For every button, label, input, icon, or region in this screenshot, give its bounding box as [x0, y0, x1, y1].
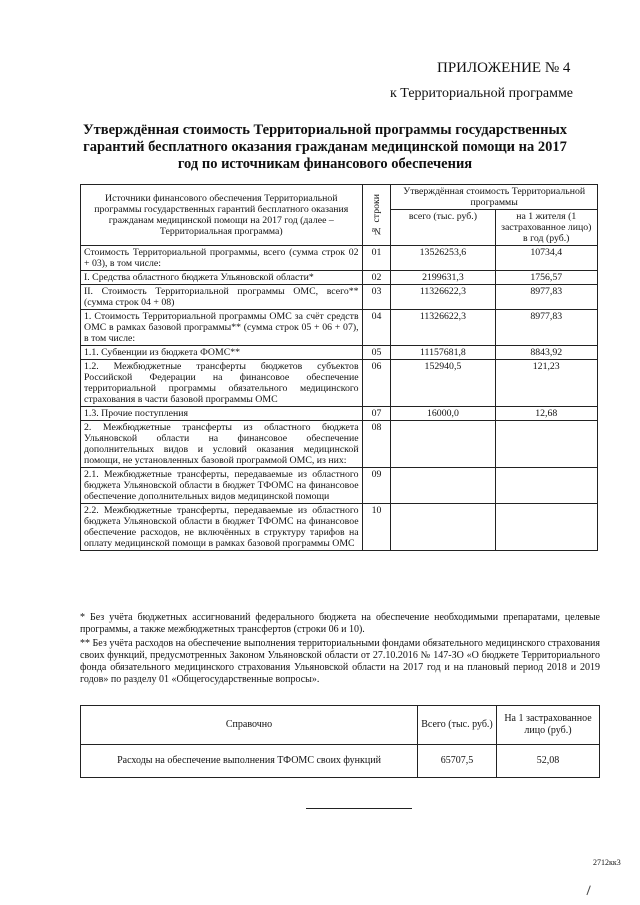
row-per-capita: 1756,57: [495, 271, 598, 285]
row-total: [391, 421, 495, 468]
row-no: 09: [362, 468, 391, 504]
row-per-capita: [495, 504, 598, 551]
header-cost: Утверждённая стоимость Территориальной программы: [391, 185, 598, 210]
row-total: 152940,5: [391, 360, 495, 407]
row-label: 1.1. Субвенции из бюджета ФОМС**: [81, 346, 363, 360]
reference-row: [81, 745, 600, 778]
row-label: Стоимость Территориальной программы, всего (сумма строк 02 + 03), в том числе:: [81, 246, 363, 271]
table-row: [81, 246, 598, 271]
row-no: 05: [362, 346, 391, 360]
row-label: 1. Стоимость Территориальной программы ОМС за счёт средств ОМС в рамках базовой программы** (сумма строк 05 + 06 + 07), в том числе:: [81, 310, 363, 346]
table-row: [81, 468, 598, 504]
appendix-subtitle: к Территориальной программе: [390, 86, 574, 101]
document-title: Утверждённая стоимость Территориальной программы государственных гарантий бесплатного оказания гражданам медицинской помощи на 2017 год по источникам финансового обеспечения: [82, 122, 568, 172]
row-no: 03: [362, 285, 391, 310]
reference-header-label: Справочно: [81, 706, 418, 745]
reference-header-per: На 1 застрахованное лицо (руб.): [497, 706, 600, 745]
reference-table: [80, 705, 600, 778]
row-no: 10: [362, 504, 391, 551]
row-per-capita: 12,68: [495, 407, 598, 421]
row-per-capita: 8977,83: [495, 310, 598, 346]
row-total: 11326622,3: [391, 285, 495, 310]
row-label: 2. Межбюджетные трансферты из областного бюджета Ульяновской области на финансовое обеспечение дополнительных видов и условий оказания медицинской помощи, не установленных базовой программой ОМС, из них:: [81, 421, 363, 468]
header-total: всего (тыс. руб.): [391, 210, 495, 246]
row-per-capita: 8843,92: [495, 346, 598, 360]
appendix-number: ПРИЛОЖЕНИЕ № 4: [437, 60, 571, 76]
table-row: [81, 407, 598, 421]
row-per-capita: 10734,4: [495, 246, 598, 271]
row-total: 11326622,3: [391, 310, 495, 346]
row-label: 2.1. Межбюджетные трансферты, передаваемые из областного бюджета Ульяновской области в бюджет ТФОМС на финансовое обеспечение дополнительных видов медицинской помощи: [81, 468, 363, 504]
table-row: [81, 360, 598, 407]
row-label: II. Стоимость Территориальной программы ОМС, всего** (сумма строк 04 + 08): [81, 285, 363, 310]
row-per-capita: 121,23: [495, 360, 598, 407]
row-no: 08: [362, 421, 391, 468]
table-row: [81, 271, 598, 285]
row-total: 11157681,8: [391, 346, 495, 360]
row-label: I. Средства областного бюджета Ульяновской области*: [81, 271, 363, 285]
row-no: 07: [362, 407, 391, 421]
row-no: 02: [362, 271, 391, 285]
cost-table: [80, 184, 598, 551]
footnote-1: * Без учёта бюджетных ассигнований федерального бюджета на обеспечение необходимыми препаратами, целевые программы, а также межбюджетных трансфертов (строки 06 и 10).: [80, 612, 600, 635]
end-separator-line: [306, 808, 412, 809]
reference-row-per: 52,08: [497, 745, 600, 778]
header-row-no: № строки: [362, 185, 391, 246]
table-row: [81, 346, 598, 360]
pen-mark: [586, 885, 594, 896]
row-total: 16000,0: [391, 407, 495, 421]
table-header-row: [81, 185, 598, 210]
row-label: 1.3. Прочие поступления: [81, 407, 363, 421]
row-label: 2.2. Межбюджетные трансферты, передаваемые из областного бюджета Ульяновской области в бюджет ТФОМС на финансовое обеспечение расходов, не включённых в структуру тарифов на оплату медицинской помощи в рамках базовой программы ОМС: [81, 504, 363, 551]
reference-header-total: Всего (тыс. руб.): [418, 706, 497, 745]
row-label: 1.2. Межбюджетные трансферты бюджетов субъектов Российской Федерации на финансовое обеспечение территориальной программы обязательного медицинского страхования в части базовой программы ОМС: [81, 360, 363, 407]
row-per-capita: 8977,83: [495, 285, 598, 310]
table-row: [81, 504, 598, 551]
row-per-capita: [495, 421, 598, 468]
document-code: 2712кк3: [593, 858, 621, 867]
row-no: 04: [362, 310, 391, 346]
row-total: 2199631,3: [391, 271, 495, 285]
table-row: [81, 310, 598, 346]
row-per-capita: [495, 468, 598, 504]
row-total: [391, 468, 495, 504]
table-row: [81, 285, 598, 310]
row-total: 13526253,6: [391, 246, 495, 271]
footnotes: [80, 612, 600, 688]
header-per-capita: на 1 жителя (1 застрахованное лицо) в год (руб.): [495, 210, 598, 246]
header-source: Источники финансового обеспечения Территориальной программы государственных гарантий бесплатного оказания гражданам медицинской помощи на 2017 год (далее – Территориальная программа): [81, 185, 363, 246]
table-row: [81, 421, 598, 468]
reference-row-total: 65707,5: [418, 745, 497, 778]
footnote-2: ** Без учёта расходов на обеспечение выполнения территориальными фондами обязательного медицинского страхования своих функций, предусмотренных Законом Ульяновской области от 27.10.2016 № 147-ЗО «О бюджете Территориального фонда обязательного медицинского страхования Ульяновской области на 2017 год и на плановый период 2018 и 2019 годов» по разделу 01 «Общегосударственные вопросы».: [80, 638, 600, 685]
row-no: 06: [362, 360, 391, 407]
row-total: [391, 504, 495, 551]
reference-row-label: Расходы на обеспечение выполнения ТФОМС своих функций: [81, 745, 418, 778]
reference-header-row: [81, 706, 600, 745]
row-no: 01: [362, 246, 391, 271]
